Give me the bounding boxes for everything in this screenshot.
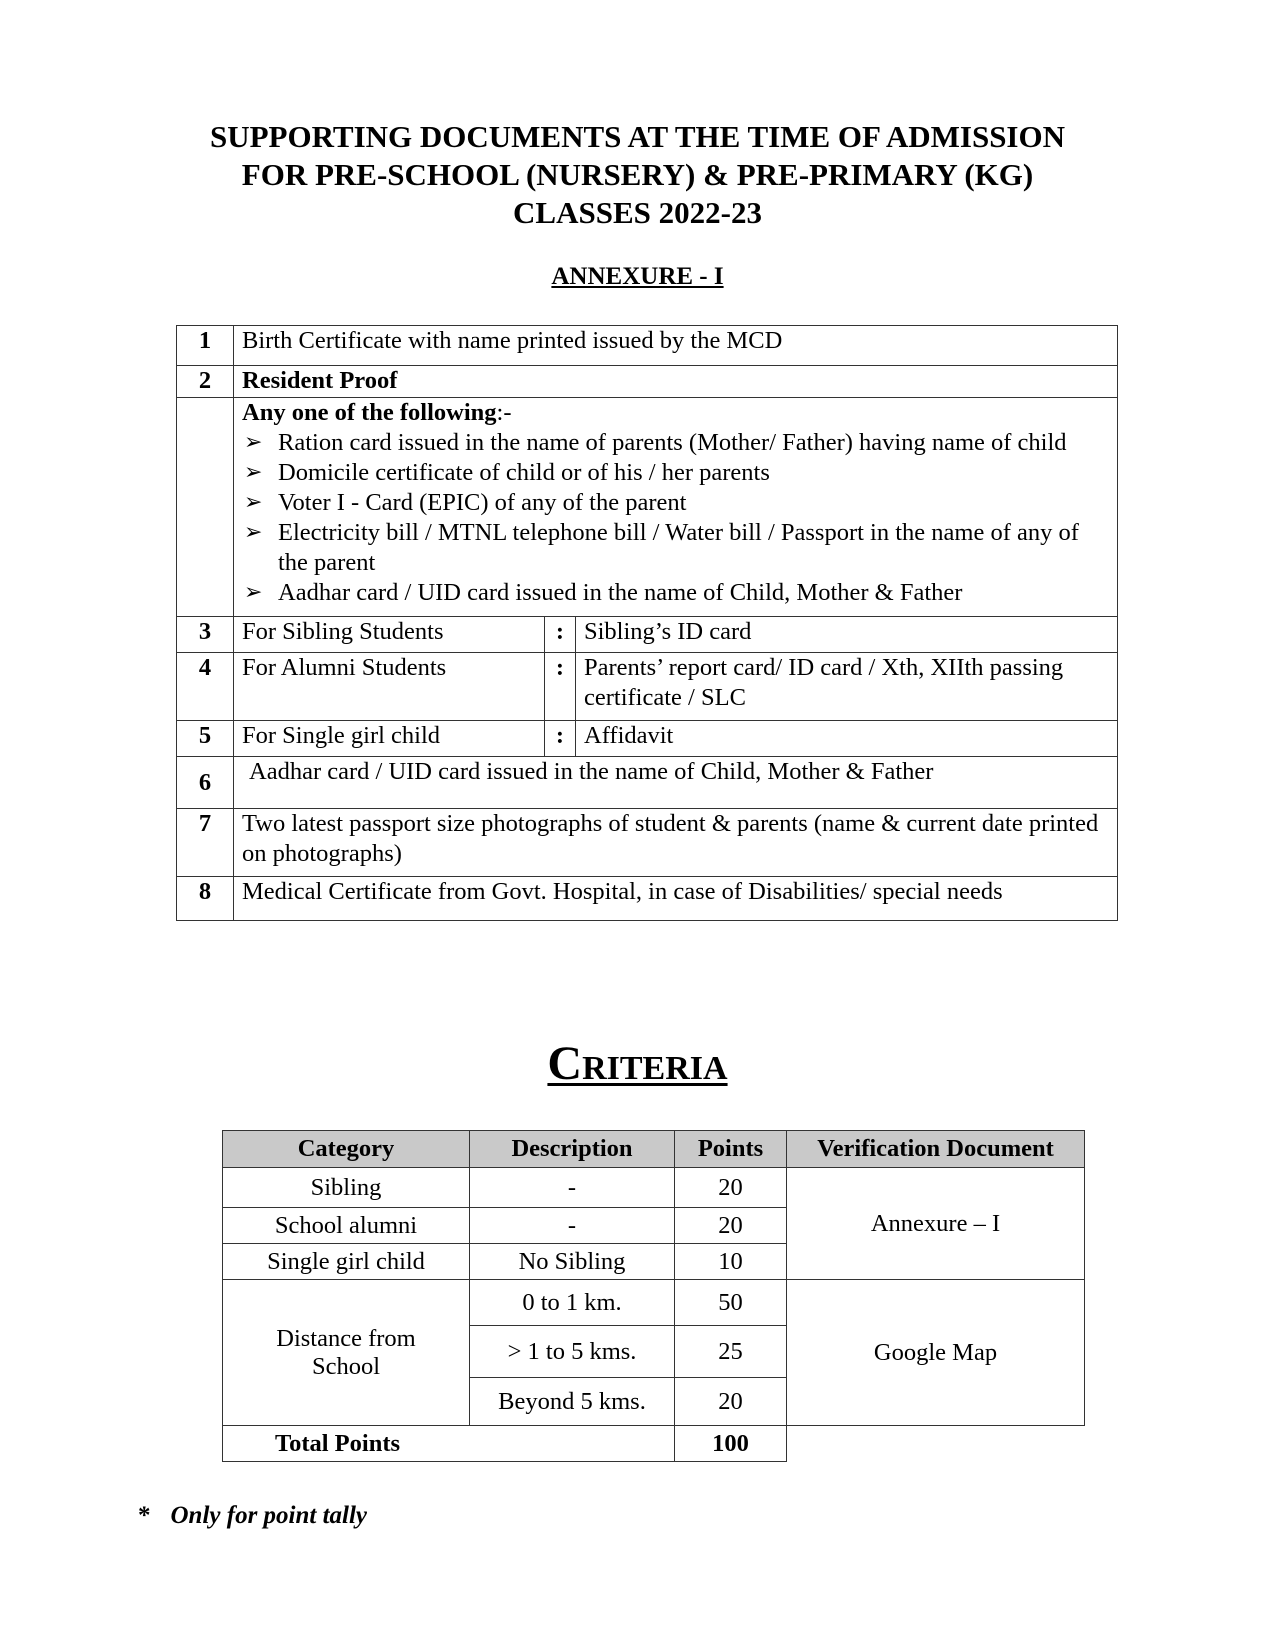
table-row (177, 809, 1118, 877)
list-item: ➢ Voter I - Card (EPIC) of any of the parent (244, 489, 687, 516)
colon: : (545, 653, 576, 721)
table-row (223, 1426, 1085, 1462)
table-row (223, 1280, 1085, 1326)
resident-options (234, 398, 1118, 617)
description-cell: - (470, 1208, 675, 1244)
title-line-2: FOR PRE-SCHOOL (NURSERY) & PRE-PRIMARY (KG) (241, 157, 1034, 192)
arrow-bullet-icon: ➢ (244, 490, 263, 515)
arrow-bullet-icon: ➢ (244, 580, 263, 605)
document-text: Resident Proof (234, 366, 1118, 398)
document-value: Parents’ report card/ ID card / Xth, XIIth passing certificate / SLC (576, 653, 1118, 721)
description-cell: 0 to 1 km. (470, 1280, 675, 1326)
table-row (223, 1168, 1085, 1208)
verification-cell: Google Map (787, 1280, 1085, 1426)
total-label: Total Points (223, 1426, 675, 1462)
document-text: Medical Certificate from Govt. Hospital, in case of Disabilities/ special needs (234, 877, 1118, 921)
options-intro-suffix: :- (496, 399, 512, 426)
row-number: 6 (177, 757, 234, 809)
arrow-bullet-icon: ➢ (244, 430, 263, 455)
row-number: 2 (177, 366, 234, 398)
table-row (177, 617, 1118, 653)
row-number: 1 (177, 326, 234, 366)
description-cell: Beyond 5 kms. (470, 1378, 675, 1426)
document-label: For Sibling Students (234, 617, 545, 653)
verification-cell: Annexure – I (787, 1168, 1085, 1280)
table-row (177, 757, 1118, 809)
title-line-3: CLASSES 2022-23 (513, 195, 762, 230)
total-points: 100 (675, 1426, 787, 1462)
table-row (177, 653, 1118, 721)
annexure-heading: ANNEXURE - I (551, 263, 724, 290)
table-row (177, 398, 1118, 617)
page-title (0, 118, 1275, 232)
document-label: For Single girl child (234, 721, 545, 757)
list-item: ➢ Aadhar card / UID card issued in the name of Child, Mother & Father (244, 579, 963, 606)
documents-table (176, 325, 1118, 921)
table-row (177, 877, 1118, 921)
description-cell: No Sibling (470, 1244, 675, 1280)
list-item: ➢ Ration card issued in the name of parents (Mother/ Father) having name of child (244, 429, 1067, 456)
options-list (242, 428, 1109, 608)
points-cell: 10 (675, 1244, 787, 1280)
colon: : (545, 721, 576, 757)
description-cell: - (470, 1168, 675, 1208)
document-text: Birth Certificate with name printed issued by the MCD (234, 326, 1118, 366)
points-cell: 20 (675, 1168, 787, 1208)
list-item: ➢ Electricity bill / MTNL telephone bill / Water bill / Passport in the name of any of the parent (244, 519, 1079, 576)
category-cell: Single girl child (223, 1244, 470, 1280)
criteria-heading: Criteria (547, 1037, 728, 1090)
list-item: ➢ Domicile certificate of child or of his / her parents (244, 459, 770, 486)
arrow-bullet-icon: ➢ (244, 520, 263, 545)
points-cell: 20 (675, 1208, 787, 1244)
row-number: 3 (177, 617, 234, 653)
row-number: 5 (177, 721, 234, 757)
points-cell: 50 (675, 1280, 787, 1326)
table-row (177, 366, 1118, 398)
table-header-row (223, 1131, 1085, 1168)
points-cell: 25 (675, 1326, 787, 1378)
document-label: For Alumni Students (234, 653, 545, 721)
document-text: Aadhar card / UID card issued in the name of Child, Mother & Father (234, 757, 1118, 809)
category-cell: Distance from School (223, 1280, 470, 1426)
options-intro: Any one of the following (242, 399, 497, 426)
table-row (177, 721, 1118, 757)
category-cell: Sibling (223, 1168, 470, 1208)
criteria-table (222, 1130, 1085, 1462)
row-number: 8 (177, 877, 234, 921)
title-line-1: SUPPORTING DOCUMENTS AT THE TIME OF ADMISSION (209, 119, 1065, 154)
footnote (138, 1502, 367, 1530)
category-cell: School alumni (223, 1208, 470, 1244)
footnote-text: Only for point tally (170, 1502, 368, 1529)
header-verification: Verification Document (787, 1131, 1085, 1168)
points-cell: 20 (675, 1378, 787, 1426)
description-cell: > 1 to 5 kms. (470, 1326, 675, 1378)
table-row (177, 326, 1118, 366)
document-value: Sibling’s ID card (576, 617, 1118, 653)
colon: : (545, 617, 576, 653)
row-number: 4 (177, 653, 234, 721)
row-number: 7 (177, 809, 234, 877)
header-points: Points (675, 1131, 787, 1168)
header-category: Category (223, 1131, 470, 1168)
document-value: Affidavit (576, 721, 1118, 757)
document-text: Two latest passport size photographs of student & parents (name & current date printed on photographs) (234, 809, 1118, 877)
header-description: Description (470, 1131, 675, 1168)
footnote-star: * (138, 1502, 151, 1529)
arrow-bullet-icon: ➢ (244, 460, 263, 485)
